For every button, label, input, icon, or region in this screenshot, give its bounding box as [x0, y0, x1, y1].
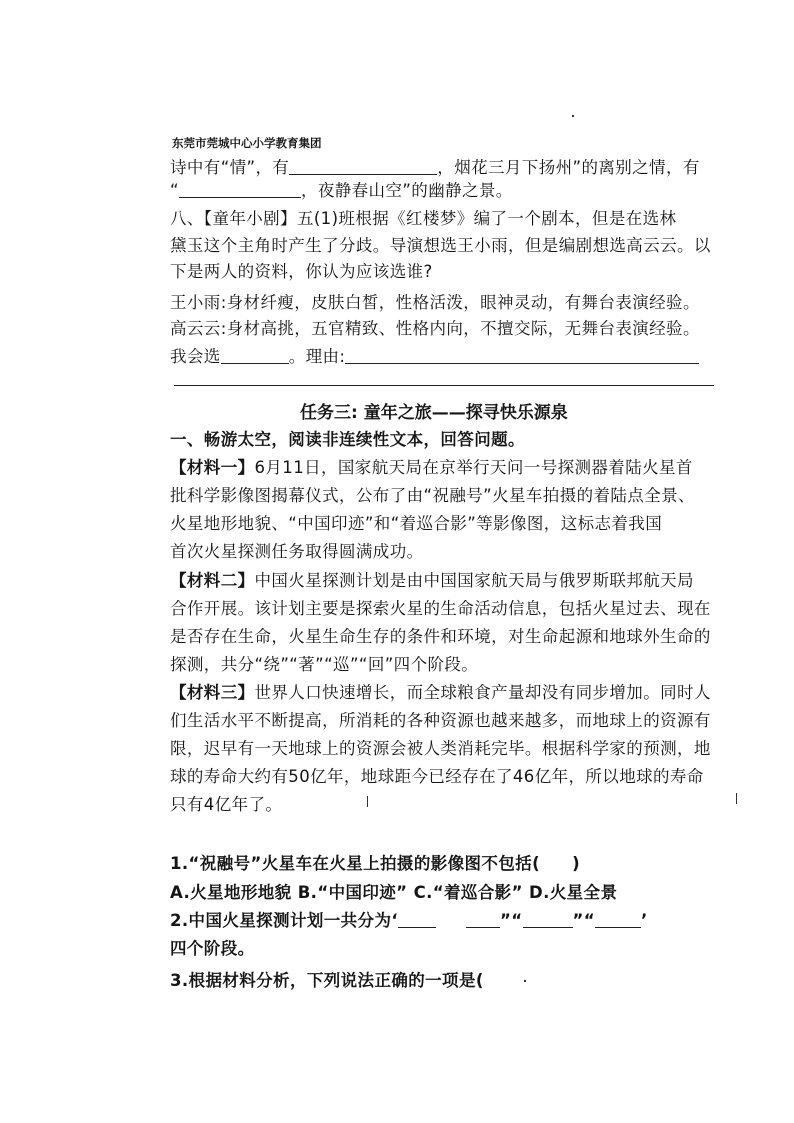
question-2-stem: 2.中国火星探测计划一共分为‘: [170, 911, 399, 930]
poem-line-2-start: “: [170, 181, 179, 200]
speck: [572, 115, 574, 117]
material-1-text: 6月11日，国家航天局在京举行天问一号探测器着陆火星首: [254, 458, 693, 477]
poem-line-1-end: ，烟花三月下扬州”的离别之情，有: [437, 158, 700, 177]
quote-sep-1: ”“: [500, 911, 523, 930]
material-2-line-1: [170, 567, 694, 591]
question-1-options: A.火星地形地貌 B.“中国印迹” C.“着巡合影” D.火星全景: [170, 883, 618, 902]
question-1-stem: 1.“祝融号”火星车在火星上拍摄的影像图不包括(: [170, 854, 541, 873]
material-3-line-2: 们生活水平不断提高，所消耗的各种资源也越来越多，而地球上的资源有: [170, 711, 711, 730]
material-2-line-2: 合作开展。该计划主要是探索火星的生命活动信息，包括火星过去、现在: [170, 599, 711, 618]
material-1-tag: 【材料一】: [170, 458, 255, 477]
question-2-line-2: 四个阶段。: [170, 939, 255, 958]
choose-label: 我会选: [170, 347, 221, 366]
task-three-title: 任务三: 童年之旅——探寻快乐源泉: [300, 403, 568, 423]
question-1-close: ): [572, 854, 581, 873]
material-3-line-5: 只有4亿年了。: [170, 795, 283, 814]
blank-reason[interactable]: [345, 348, 699, 364]
blank-choice[interactable]: [221, 348, 289, 364]
poem-line-2: [170, 177, 513, 201]
question-1: [170, 850, 580, 874]
blank-stage-4[interactable]: [595, 912, 641, 928]
material-1-line-2: 批科学影像图揭幕仪式，公布了由“祝融号”火星车拍摄的着陆点全景、: [170, 486, 695, 505]
section8-line-2: 黛玉这个主角时产生了分歧。导演想选王小雨，但是编剧想选高云云。以: [170, 236, 711, 255]
material-1-line-4: 首次火星探测任务取得圆满成功。: [170, 542, 424, 561]
reason-label: 。理由:: [288, 347, 346, 366]
gao-yunyun-info: 高云云:身材高挑，五官精致、性格内向，不擅交际，无舞台表演经验。: [170, 319, 700, 338]
section8-line-1: 八、【童年小剧】五(1)班根据《红楼梦》编了一个剧本，但是在选林: [170, 209, 677, 228]
reason-continuation-line[interactable]: [174, 385, 714, 386]
blank-stage-1[interactable]: [398, 912, 436, 928]
material-2-line-4: 探测，共分“绕”“著”“巡”“回”四个阶段。: [170, 655, 479, 674]
section8-line-3: 下是两人的资料，你认为应该选谁?: [170, 262, 433, 281]
material-2-tag: 【材料二】: [170, 571, 255, 590]
material-3-line-1: [170, 679, 711, 703]
material-3-line-3: 限，迟早有一天地球上的资源会被人类消耗完毕。根据科学家的预测，地: [170, 739, 711, 758]
part-one-heading: 一、畅游太空，阅读非连续性文本，回答问题。: [170, 430, 525, 449]
question-2: [170, 907, 648, 931]
choose-line: [170, 343, 699, 367]
material-3-text: 世界人口快速增长，而全球粮食产量却没有同步增加。同时人: [254, 683, 711, 702]
question-3: 3.根据材料分析，下列说法正确的一项是(: [170, 971, 484, 990]
poem-line-1: [170, 154, 700, 178]
blank-stage-3[interactable]: [523, 912, 573, 928]
quote-sep-2: ”“: [572, 911, 596, 930]
blank-stage-2[interactable]: [466, 912, 500, 928]
quote-end: ’: [641, 911, 648, 930]
speck: [367, 796, 368, 807]
material-1-line-1: [170, 454, 693, 478]
speck: [524, 980, 526, 982]
speck: [736, 793, 737, 804]
material-3-line-4: 球的寿命大约有50亿年，地球距今已经存在了46亿年，所以地球的寿命: [170, 767, 704, 786]
poem-line-1-start: 诗中有“情”，有: [170, 158, 290, 177]
school-header: 东莞市莞城中心小学教育集团: [172, 136, 322, 150]
blank-poem-1[interactable]: [289, 159, 437, 175]
material-2-line-3: 是否存在生命，火星生命生存的条件和环境，对生命起源和地球外生命的: [170, 627, 711, 646]
material-1-line-3: 火星地形地貌、“中国印迹”和“着巡合影”等影像图，这标志着我国: [170, 514, 663, 533]
material-2-text: 中国火星探测计划是由中国国家航天局与俄罗斯联邦航天局: [254, 571, 694, 590]
poem-line-2-end: ，夜静春山空”的幽静之景。: [300, 181, 513, 200]
material-3-tag: 【材料三】: [170, 683, 255, 702]
wang-xiaoyu-info: 王小雨:身材纤瘦，皮肤白皙，性格活泼，眼神灵动，有舞台表演经验。: [170, 293, 700, 312]
blank-poem-2[interactable]: [179, 182, 301, 198]
